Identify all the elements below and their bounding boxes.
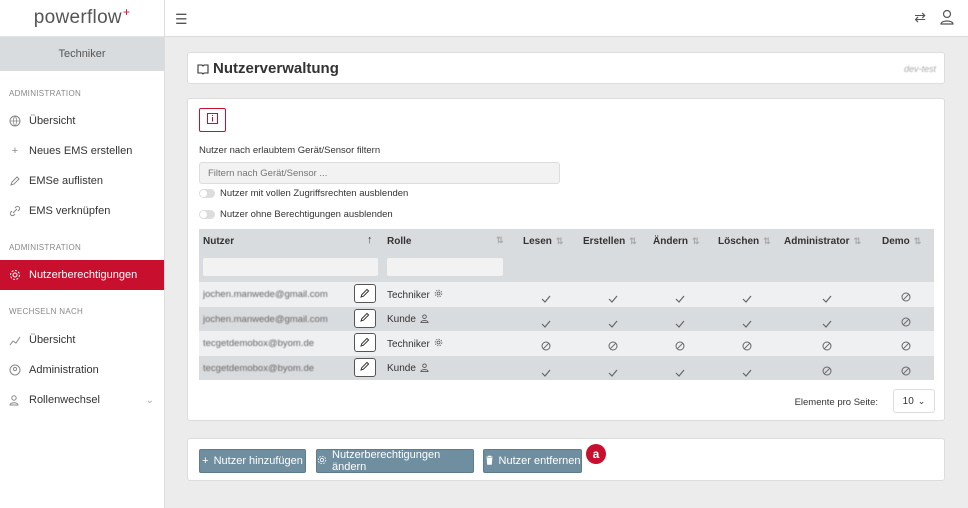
sidebar-item-label: EMSe auflisten bbox=[29, 175, 103, 187]
gear-icon bbox=[434, 289, 443, 301]
ban-icon bbox=[608, 338, 618, 356]
role-label: Techniker bbox=[387, 338, 430, 350]
add-user-button[interactable] bbox=[199, 449, 306, 473]
sidebar-item-label: Neues EMS erstellen bbox=[29, 145, 133, 157]
role-cell bbox=[387, 289, 443, 301]
gear-icon bbox=[317, 455, 327, 468]
gear-icon bbox=[9, 269, 21, 281]
ban-icon bbox=[901, 338, 911, 356]
sidebar-item-administration[interactable] bbox=[0, 355, 164, 385]
check-icon bbox=[541, 290, 551, 308]
check-icon bbox=[608, 315, 618, 333]
user-email: jochen.manwede@gmail.com bbox=[203, 313, 328, 325]
page-size-label: Elemente pro Seite: bbox=[794, 397, 878, 408]
sidebar-item-label: Rollenwechsel bbox=[29, 394, 100, 406]
change-permissions-button[interactable] bbox=[316, 449, 474, 473]
edit-icon bbox=[9, 175, 21, 187]
user-email: tecgetdemobox@byom.de bbox=[203, 362, 315, 374]
main-card bbox=[187, 98, 945, 421]
col-role[interactable]: Rolle bbox=[387, 236, 412, 247]
table-filter-row bbox=[199, 253, 934, 282]
filter-label: Nutzer nach erlaubtem Gerät/Sensor filtern bbox=[199, 145, 381, 156]
check-icon bbox=[742, 315, 752, 333]
users-icon bbox=[9, 394, 21, 406]
person-icon bbox=[420, 363, 429, 375]
edit-user-button[interactable] bbox=[354, 333, 376, 352]
role-label: Kunde bbox=[387, 314, 416, 325]
remove-user-label: Nutzer entfernen bbox=[498, 455, 581, 467]
sort-up-icon[interactable]: ↑ bbox=[367, 234, 373, 246]
sort-icon: ⇅ bbox=[629, 236, 637, 246]
section-label-switch: WECHSELN NACH bbox=[9, 307, 84, 316]
check-icon bbox=[742, 290, 752, 308]
sort-icon: ⇅ bbox=[853, 236, 862, 246]
check-icon bbox=[742, 364, 752, 382]
pencil-icon bbox=[360, 358, 370, 376]
role-cell bbox=[387, 314, 429, 326]
table-row bbox=[199, 356, 934, 381]
hide-full-access-toggle[interactable] bbox=[199, 189, 215, 198]
book-icon bbox=[197, 62, 209, 80]
actions-card bbox=[187, 438, 945, 481]
table-header bbox=[199, 229, 934, 253]
change-permissions-label: Nutzerberechtigungen ändern bbox=[332, 449, 441, 473]
section-label-administration-2: ADMINISTRATION bbox=[9, 243, 82, 252]
sidebar-item-list-ems[interactable] bbox=[0, 166, 164, 196]
plus-icon: + bbox=[11, 145, 19, 157]
chevron-down-icon: ⌄ bbox=[917, 395, 926, 406]
sidebar-item-overview[interactable] bbox=[0, 106, 164, 136]
sort-icon: ⇅ bbox=[913, 236, 922, 246]
sidebar bbox=[0, 0, 165, 508]
ban-icon bbox=[901, 314, 911, 332]
logo-text: powerflow bbox=[33, 7, 122, 28]
chart-icon bbox=[9, 334, 21, 346]
gear-icon bbox=[434, 338, 443, 350]
check-icon bbox=[675, 315, 685, 333]
role-label: Techniker bbox=[387, 289, 430, 301]
sidebar-item-switch-overview[interactable] bbox=[0, 325, 164, 355]
pencil-icon bbox=[360, 334, 370, 352]
role-label: Kunde bbox=[387, 363, 416, 374]
sort-icon: ⇅ bbox=[555, 236, 564, 246]
ban-icon bbox=[541, 338, 551, 356]
user-email: jochen.manwede@gmail.com bbox=[203, 289, 328, 300]
edit-user-button[interactable] bbox=[354, 284, 376, 303]
page-size-select[interactable] bbox=[893, 389, 935, 413]
swap-icon[interactable]: ⇄ bbox=[914, 9, 926, 25]
permissions-table bbox=[199, 229, 934, 380]
check-icon bbox=[541, 364, 551, 382]
section-label-administration: ADMINISTRATION bbox=[9, 89, 82, 98]
topbar bbox=[165, 0, 968, 37]
edit-user-button[interactable] bbox=[354, 309, 376, 328]
admin-icon bbox=[9, 364, 21, 376]
sidebar-item-label: Nutzerberechtigungen bbox=[29, 269, 138, 281]
ban-icon bbox=[901, 363, 911, 381]
role-cell bbox=[387, 363, 429, 375]
info-button[interactable] bbox=[199, 108, 226, 132]
link-icon bbox=[9, 205, 21, 217]
ban-icon bbox=[822, 363, 832, 381]
table-row bbox=[199, 282, 934, 307]
menu-icon[interactable]: ☰ bbox=[175, 11, 188, 27]
sidebar-item-label: Übersicht bbox=[29, 334, 76, 346]
annotation-badge-text: a bbox=[592, 447, 600, 461]
person-icon bbox=[420, 314, 429, 326]
col-delete[interactable]: Löschen ⇅ bbox=[718, 236, 771, 247]
sidebar-item-role-switch[interactable] bbox=[0, 385, 164, 415]
globe-icon bbox=[9, 115, 21, 127]
sidebar-item-label: EMS verknüpfen bbox=[29, 205, 111, 217]
sort-icon[interactable]: ⇅ bbox=[496, 235, 504, 245]
add-user-label: Nutzer hinzufügen bbox=[213, 455, 303, 467]
chevron-down-icon[interactable]: ⌄ bbox=[145, 394, 154, 406]
col-user[interactable]: Nutzer bbox=[203, 236, 235, 247]
check-icon bbox=[608, 364, 618, 382]
title-card bbox=[187, 52, 945, 84]
page-size-value: 10 bbox=[902, 395, 914, 407]
trash-icon bbox=[485, 455, 494, 468]
toggle-label-no-permission: Nutzer ohne Berechtigungen ausblenden bbox=[220, 209, 393, 220]
remove-user-button[interactable] bbox=[483, 449, 582, 473]
table-row bbox=[199, 331, 934, 356]
info-icon bbox=[207, 111, 218, 129]
hide-no-permission-toggle[interactable] bbox=[199, 210, 215, 219]
check-icon bbox=[675, 364, 685, 382]
check-icon bbox=[608, 290, 618, 308]
page-title: Nutzerverwaltung bbox=[213, 60, 339, 77]
logo[interactable] bbox=[0, 0, 164, 37]
col-admin[interactable]: Administrator ⇅ bbox=[784, 236, 862, 247]
device-filter-input[interactable] bbox=[199, 162, 560, 184]
pencil-icon bbox=[360, 285, 370, 303]
ban-icon bbox=[901, 289, 911, 307]
environment-label: dev-test bbox=[903, 64, 936, 74]
edit-user-button[interactable] bbox=[354, 358, 376, 377]
annotation-badge bbox=[586, 444, 606, 464]
user-email: tecgetdemobox@byom.de bbox=[203, 338, 315, 349]
current-role: Techniker bbox=[0, 37, 164, 71]
role-cell bbox=[387, 338, 443, 350]
ban-icon bbox=[822, 338, 832, 356]
sidebar-item-label: Administration bbox=[29, 364, 99, 376]
plus-icon: + bbox=[202, 455, 209, 467]
pencil-icon bbox=[360, 309, 370, 327]
table-body bbox=[199, 282, 934, 380]
toggle-label-full-access: Nutzer mit vollen Zugriffsrechten ausblenden bbox=[220, 188, 409, 199]
logo-mark: + bbox=[122, 5, 131, 19]
user-icon[interactable] bbox=[940, 9, 954, 30]
ban-icon bbox=[675, 338, 685, 356]
table-row bbox=[199, 307, 934, 332]
sidebar-item-create-ems[interactable] bbox=[0, 136, 164, 166]
col-change[interactable]: Ändern ⇅ bbox=[653, 236, 700, 247]
col-demo[interactable]: Demo ⇅ bbox=[882, 236, 922, 247]
col-create[interactable]: Erstellen ⇅ bbox=[583, 236, 637, 247]
sidebar-item-label: Übersicht bbox=[29, 115, 76, 127]
user-column-filter[interactable] bbox=[203, 258, 378, 276]
check-icon bbox=[822, 315, 832, 333]
sidebar-item-link-ems[interactable] bbox=[0, 196, 164, 226]
role-column-filter[interactable] bbox=[387, 258, 503, 276]
check-icon bbox=[541, 315, 551, 333]
check-icon bbox=[675, 290, 685, 308]
sort-icon: ⇅ bbox=[692, 236, 700, 246]
ban-icon bbox=[742, 338, 752, 356]
sort-icon: ⇅ bbox=[763, 236, 771, 246]
col-read[interactable]: Lesen ⇅ bbox=[523, 236, 564, 247]
sidebar-item-user-permissions[interactable] bbox=[0, 260, 164, 290]
check-icon bbox=[822, 290, 832, 308]
